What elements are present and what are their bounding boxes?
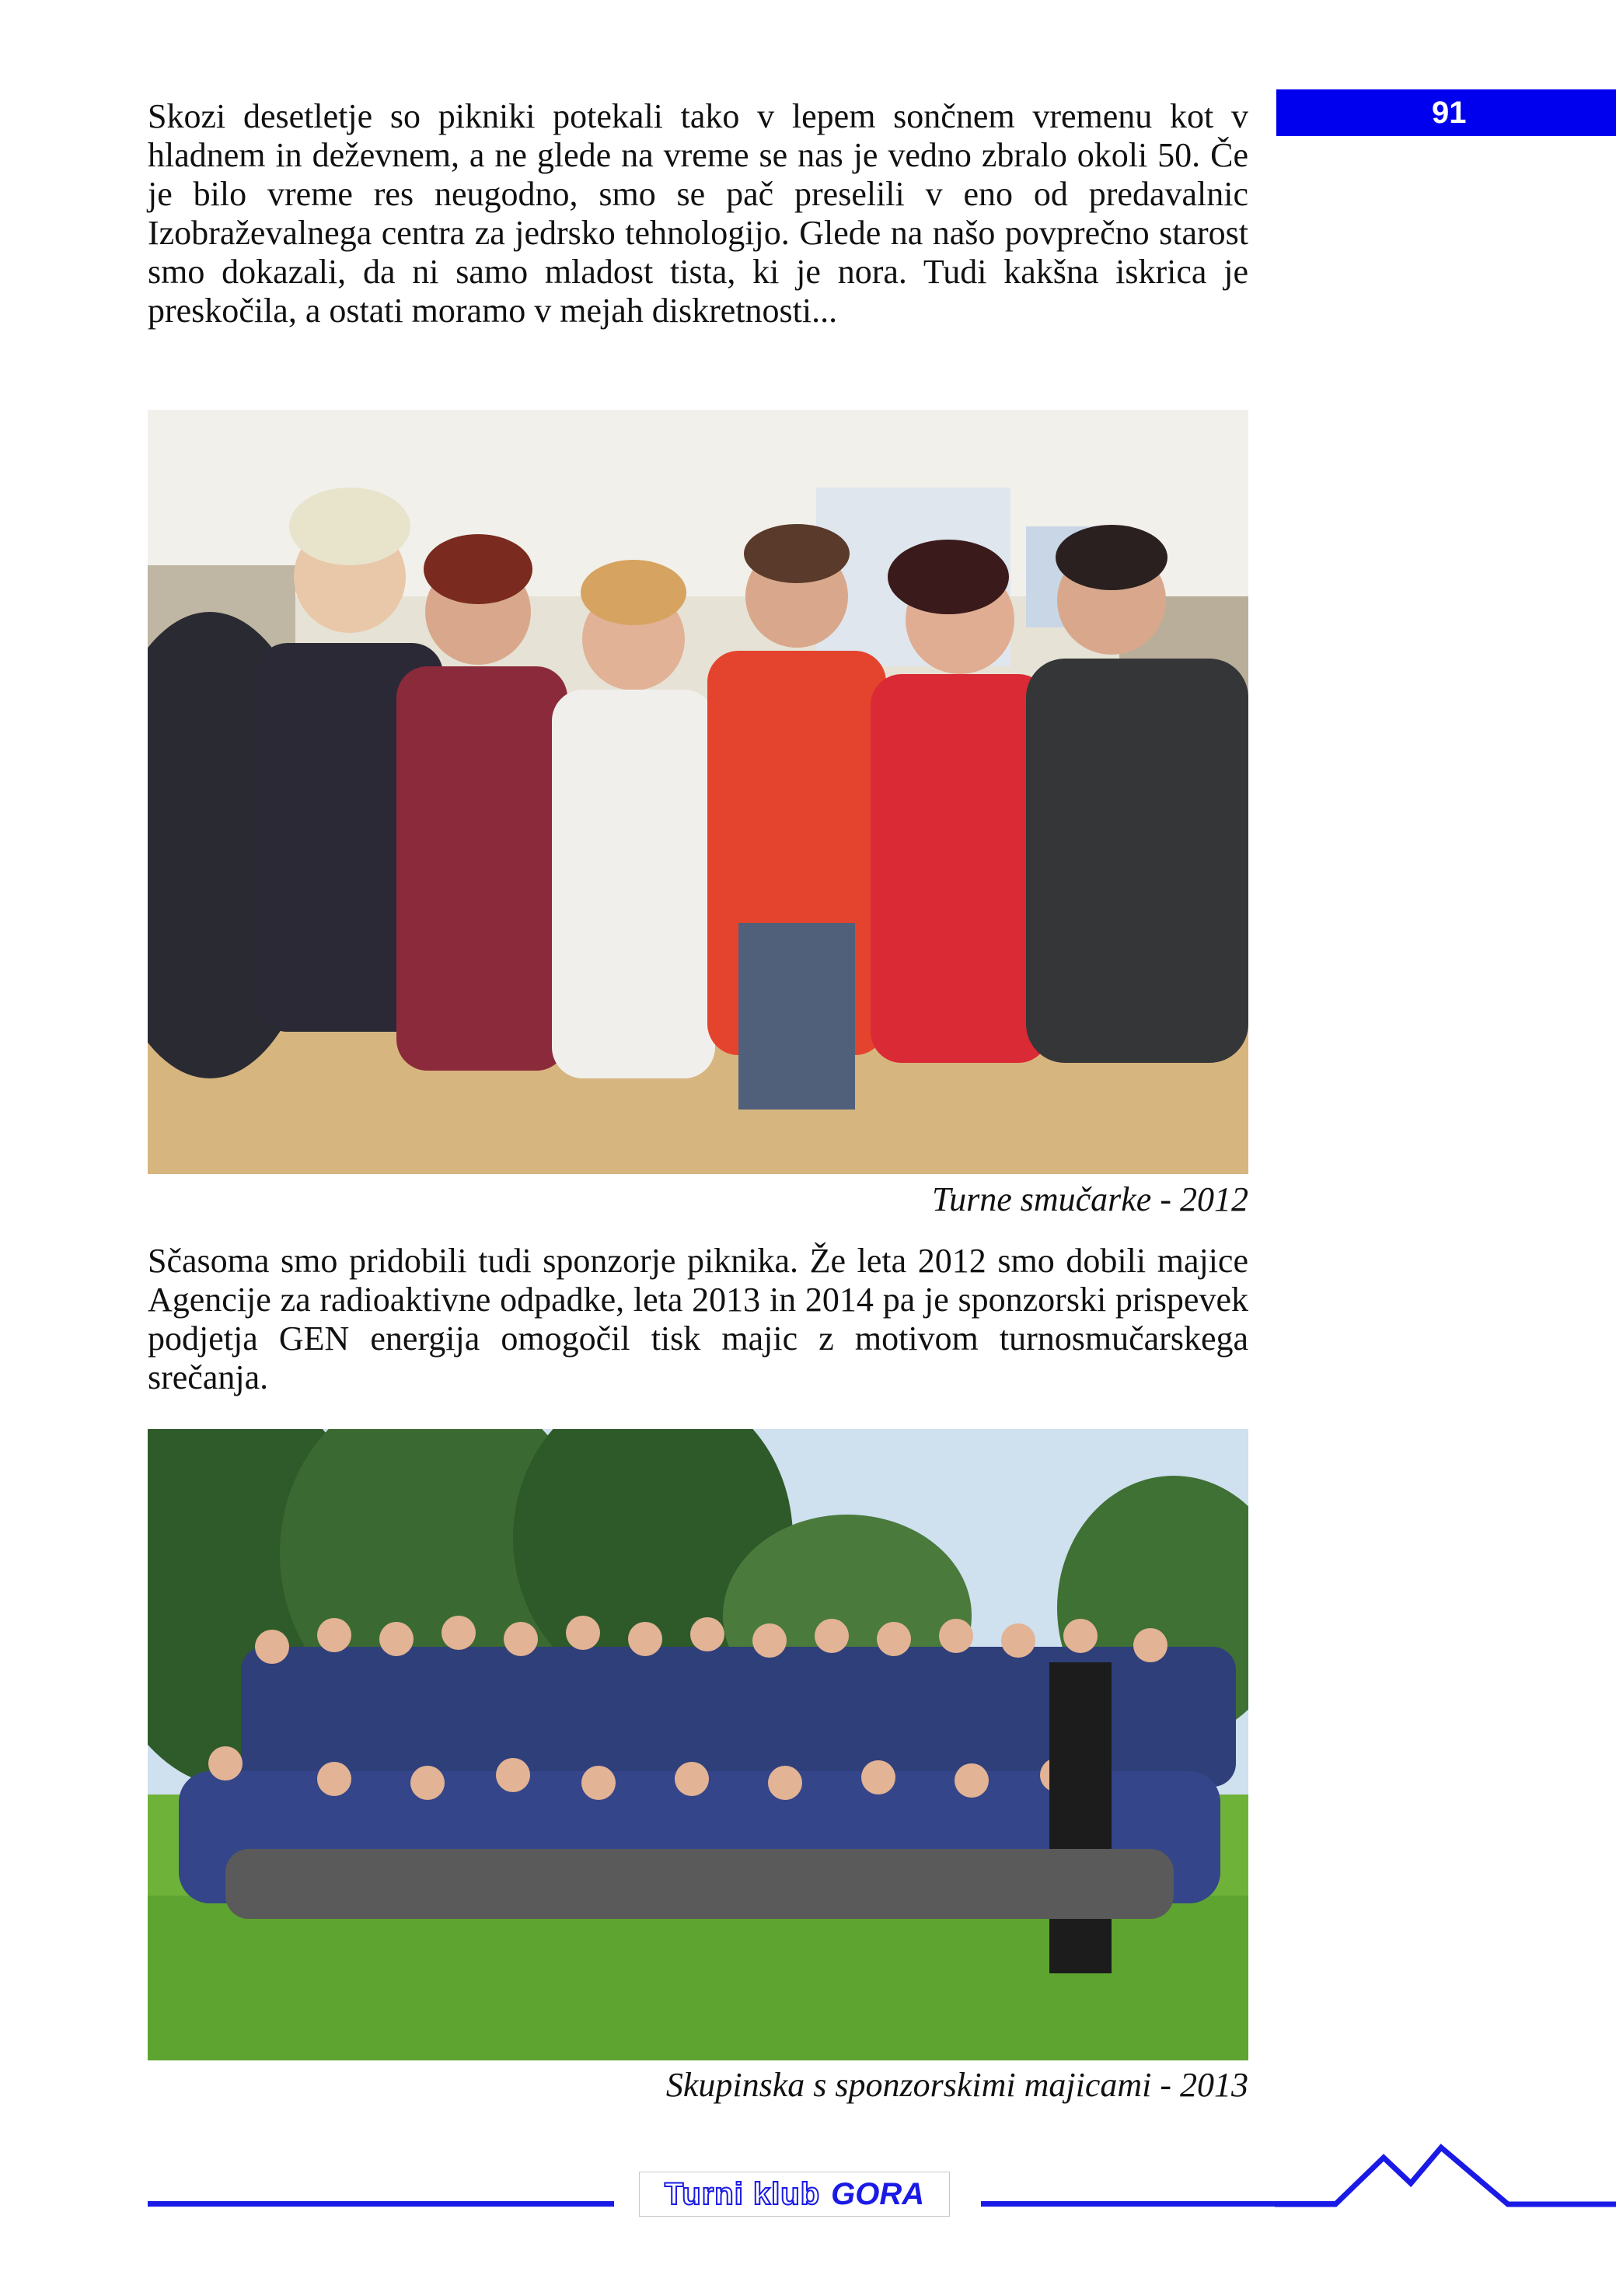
page-number-tab [1276,89,1616,136]
photo-caption-2012: Turne smučarke - 2012 [932,1180,1248,1218]
club-logo [639,2172,950,2217]
photo-caption-2013: Skupinska s sponzorskimi majicami - 2013 [665,2066,1248,2104]
paragraph-intro: Skozi desetletje so pikniki potekali tako v lepem sončnem vremenu kot v hladnem in deževnem, a ne glede na vreme se nas je vedno zbralo okoli 50. Če je bilo vreme res neugodno, smo se pač preselili v eno od predavalnic Izobraževalnega centra za jedrsko tehnologijo. Glede na našo povprečno starost smo dokazali, da ni samo mladost tista, ki je nora. Tudi kakšna iskrica je preskočila, a ostati moramo v mejah diskretnosti... [148,97,1248,330]
paragraph-sponsors: Sčasoma smo pridobili tudi sponzorje piknika. Že leta 2012 smo dobili majice Agencije za radioaktivne odpadke, leta 2013 in 2014 pa je sponzorski prispevek podjetja GEN energija omogočil tisk majic z motivom turnosmučarskega srečanja. [148,1242,1248,1396]
page-number: 91 [1432,96,1467,130]
club-brand: GORA [831,2177,925,2211]
mountain-line-icon [1275,2115,1616,2224]
photo-group-2013 [148,1429,1248,2060]
photo-ski-women-2012 [148,410,1248,1174]
footer-rule-left [148,2201,614,2207]
club-name: Turni klub [664,2177,821,2211]
